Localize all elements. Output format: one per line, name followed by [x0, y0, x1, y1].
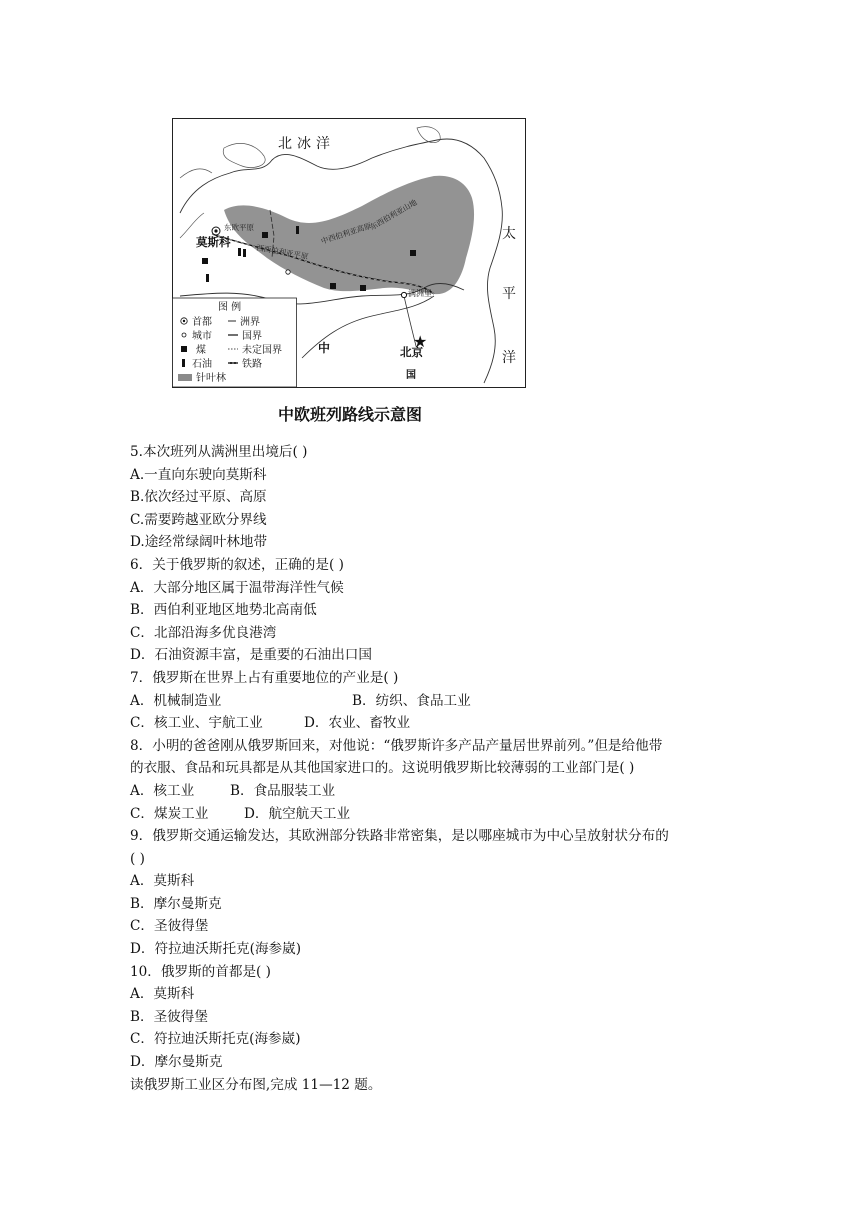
map-label-pacific-1: 太: [502, 226, 516, 242]
question-5-option-b: B.依次经过平原、高原: [130, 489, 267, 506]
map-label-china-2: 国: [406, 370, 416, 381]
legend-coal: 煤: [196, 345, 206, 356]
question-5-option-c: C.需要跨越亚欧分界线: [130, 511, 267, 528]
map-label-pacific-3: 洋: [502, 350, 516, 366]
question-8-option-d: D．航空航天工业: [244, 805, 351, 822]
map-label-moscow: 莫斯科: [196, 235, 231, 249]
question-8-option-a: A．核工业: [130, 782, 195, 799]
question-8-options-row-2: [130, 803, 735, 826]
map-caption-text: 中欧班列路线示意图: [277, 405, 422, 424]
question-8-options-row-1: [130, 780, 735, 803]
map-label-china-1: 中: [318, 341, 331, 355]
russia-railway-map: [172, 118, 526, 388]
question-10-option-a: A．莫斯科: [130, 986, 195, 1003]
question-9-stem-line-2: ( ): [130, 850, 145, 867]
question-9-option-c: C．圣彼得堡: [130, 918, 209, 935]
question-6-option-c: C．北部沿海多优良港湾: [130, 624, 277, 641]
map-label-arctic: 北冰洋: [278, 136, 335, 152]
question-9-stem-line-1: 9．俄罗斯交通运输发达，其欧洲部分铁路非常密集，是以哪座城市为中心呈放射状分布的: [130, 828, 669, 845]
question-7-options-row-2: [130, 712, 735, 735]
question-7-options-row-1: [130, 690, 735, 713]
map-label-east-plain: 东欧平原: [224, 223, 254, 232]
question-10-option-d: D．摩尔曼斯克: [130, 1054, 223, 1071]
question-6-option-d: D．石油资源丰富，是重要的石油出口国: [130, 647, 372, 664]
question-9-option-a: A．莫斯科: [130, 873, 195, 890]
legend-capital: 首都: [192, 317, 212, 328]
question-5-option-d: D.途经常绿阔叶林地带: [130, 534, 268, 551]
map-label-manzhouli: 满洲里: [408, 289, 432, 298]
question-6-stem: 6．关于俄罗斯的叙述，正确的是( ): [130, 556, 344, 573]
question-8-stem-line-1: 8．小明的爸爸刚从俄罗斯回来，对他说：“俄罗斯许多产品产量居世界前列。”但是给他带: [130, 737, 663, 754]
legend-city: 城市: [192, 331, 212, 342]
map-label-east-mountains: 东西伯利亚山地: [368, 197, 419, 232]
map-label-west-plain: 西西伯利亚平原: [255, 243, 309, 262]
legend-undetermined-border: 未定国界: [242, 345, 282, 356]
instruction-footer: 读俄罗斯工业区分布图,完成 11—12 题。: [130, 1076, 382, 1093]
question-7-option-d: D．农业、畜牧业: [304, 715, 411, 732]
question-10-stem: 10．俄罗斯的首都是( ): [130, 963, 271, 980]
question-7-option-b: B．纺织、食品工业: [352, 692, 471, 709]
legend-railway: 铁路: [242, 359, 262, 370]
question-5-stem: 5.本次班列从满洲里出境后( ): [130, 444, 308, 460]
question-7-option-c: C．核工业、宇航工业: [130, 715, 263, 732]
svg-text:★: ★: [413, 332, 428, 351]
question-8-option-c: C．煤炭工业: [130, 805, 209, 822]
question-list: [130, 441, 735, 1096]
question-9-option-d: D．符拉迪沃斯托克(海参崴): [130, 941, 302, 958]
question-10-option-b: B．圣彼得堡: [130, 1008, 208, 1025]
question-7-option-a: A．机械制造业: [130, 692, 222, 709]
question-10-option-c: C．符拉迪沃斯托克(海参崴): [130, 1031, 301, 1048]
question-6-option-a: A．大部分地区属于温带海洋性气候: [130, 579, 344, 596]
question-9-option-b: B．摩尔曼斯克: [130, 895, 222, 912]
legend-national-border: 国界: [242, 331, 262, 342]
question-6-option-b: B．西伯利亚地区地势北高南低: [130, 602, 317, 619]
map-legend: [173, 298, 297, 387]
legend-coniferous-forest: 针叶林: [196, 373, 226, 384]
legend-title: 图 例: [218, 302, 242, 313]
map-label-beijing: 北京: [400, 345, 423, 359]
legend-oil: 石油: [192, 359, 212, 370]
legend-continent-border: 洲界: [240, 317, 260, 328]
question-5-option-a: A.一直向东驶向莫斯科: [130, 466, 267, 483]
map-label-central-plateau: 中西伯利亚高原: [319, 221, 373, 246]
question-7-stem: 7．俄罗斯在世界上占有重要地位的产业是( ): [130, 669, 399, 686]
question-8-option-b: B．食品服装工业: [230, 782, 336, 799]
question-8-stem-line-2: 的衣服、食品和玩具都是从其他国家进口的。这说明俄罗斯比较薄弱的工业部门是( ): [130, 760, 635, 777]
map-label-pacific-2: 平: [502, 286, 516, 302]
map-caption: [0, 402, 700, 425]
